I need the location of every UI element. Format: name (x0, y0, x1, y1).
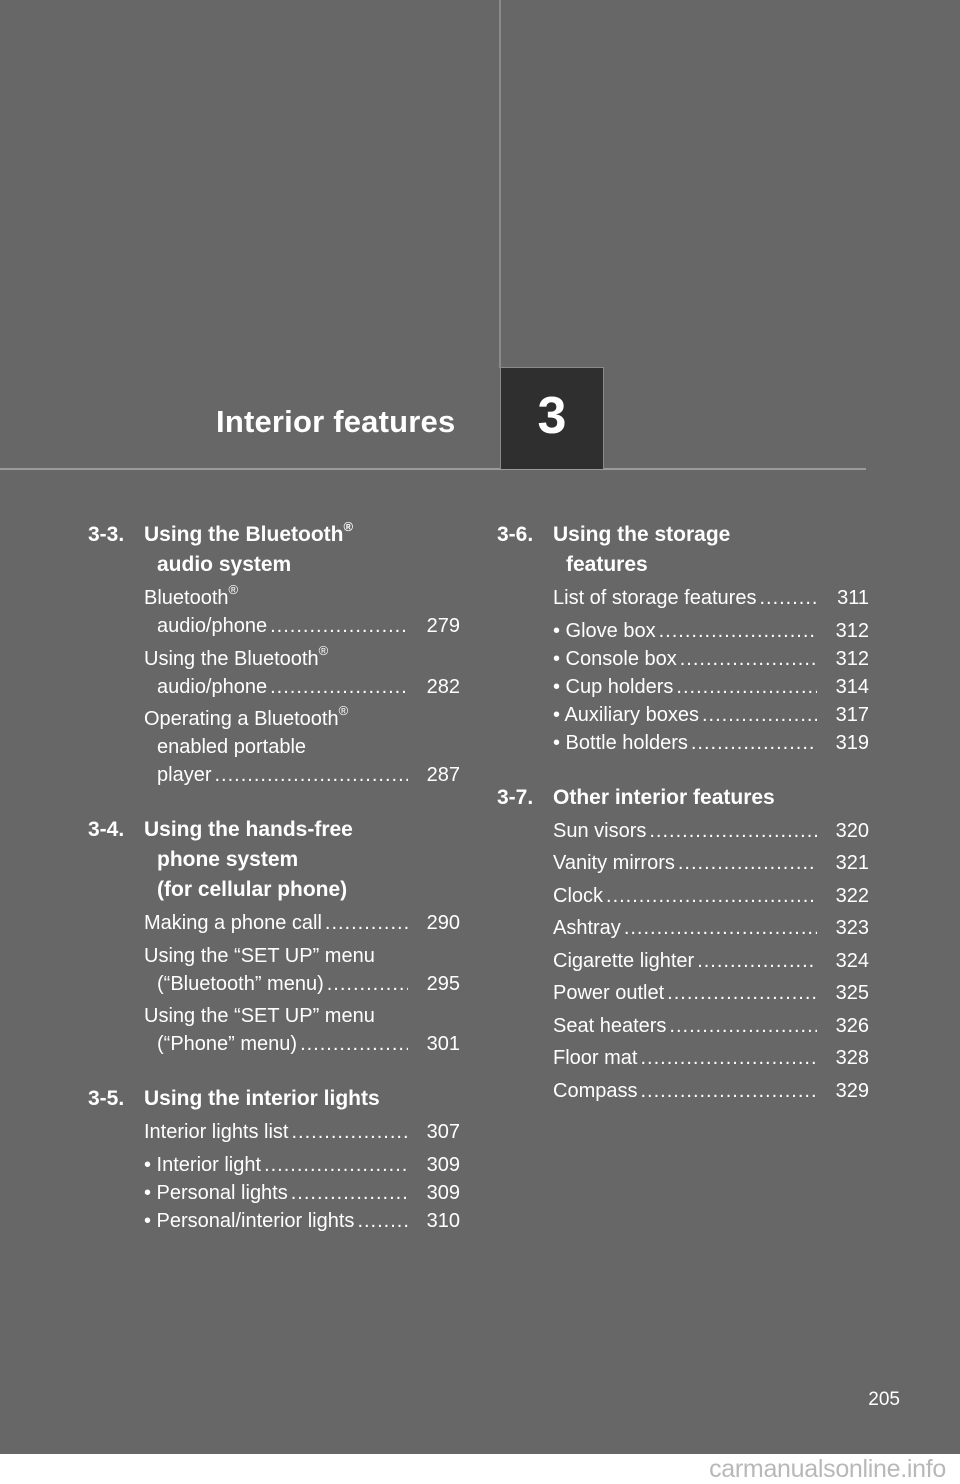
entry-text: Sun visors (553, 819, 647, 842)
entry-label (553, 817, 646, 845)
entry-text: Using the Bluetooth (144, 647, 319, 670)
section-number: 3-5. (88, 1087, 125, 1110)
entry-label (553, 914, 621, 942)
entry-text: Operating a Bluetooth (144, 708, 339, 730)
dot-leader (659, 617, 817, 645)
entry-line (144, 1118, 460, 1146)
entry-label (144, 1118, 289, 1146)
entry-text: Clock (553, 884, 604, 907)
entry-page: 311 (837, 587, 869, 609)
section-title-text: audio system (157, 553, 292, 576)
chapter-number: 3 (537, 387, 567, 445)
toc-entry[interactable] (553, 849, 869, 877)
chapter-title: Interior features (216, 404, 456, 439)
entry-page: 309 (426, 1153, 460, 1176)
entry-label (157, 761, 211, 789)
entry-label (144, 642, 329, 670)
watermark-bar (0, 1454, 960, 1484)
section-title-text: Using the interior lights (144, 1087, 380, 1110)
entry-page: 314 (835, 675, 869, 698)
entry-page: 323 (835, 917, 869, 939)
entry-label (144, 945, 375, 967)
section-title-text: phone system (157, 848, 299, 871)
entry-line (553, 1044, 869, 1072)
entry-page: 290 (426, 912, 460, 934)
dot-leader (325, 909, 408, 937)
section-heading (497, 520, 869, 580)
entry-line (553, 947, 869, 975)
entry-page: 325 (835, 982, 869, 1004)
dot-leader (327, 970, 408, 998)
entry-line (553, 701, 869, 729)
entry-label (157, 1030, 297, 1058)
entry-text: • Auxiliary boxes (553, 703, 699, 726)
entry-text: • Console box (553, 647, 677, 670)
entry-page: 282 (426, 675, 460, 698)
toc-entry[interactable] (144, 909, 460, 937)
dot-leader (624, 914, 817, 942)
entry-page: 317 (835, 703, 869, 726)
entry-page: 322 (835, 884, 869, 907)
toc-column-right (497, 520, 869, 1131)
entry-text: (“Bluetooth” menu) (157, 972, 324, 995)
toc-entry[interactable] (553, 645, 869, 673)
entry-line (553, 1077, 869, 1105)
section-title (144, 1084, 460, 1114)
entry-label (553, 1077, 637, 1105)
entry-line (144, 942, 460, 970)
section-title-line (144, 845, 460, 875)
entry-label (144, 1207, 354, 1235)
entry-text: Ashtray (553, 917, 621, 939)
entry-label (553, 645, 677, 673)
entry-label (553, 701, 699, 729)
section-heading (88, 815, 460, 905)
dot-leader (680, 645, 817, 673)
entry-line (144, 642, 460, 673)
section-title-text: Using the storage (553, 523, 731, 546)
entry-label (553, 1044, 637, 1072)
entry-text: Using the “SET UP” menu (144, 1005, 375, 1027)
entry-label (144, 1151, 261, 1179)
dot-leader (270, 612, 408, 640)
entry-label (157, 673, 267, 701)
toc-section (88, 520, 460, 789)
registered-mark: ® (343, 519, 354, 534)
section-title-line (144, 875, 460, 905)
entry-label (553, 947, 694, 975)
entry-label (157, 970, 324, 998)
entry-text: • Cup holders (553, 675, 674, 698)
toc-section (497, 520, 869, 757)
toc-entry[interactable] (553, 817, 869, 845)
entry-label (144, 1005, 375, 1027)
toc-entry[interactable] (553, 1077, 869, 1105)
entry-page: 295 (426, 972, 460, 995)
dot-leader (667, 979, 817, 1007)
entry-line (553, 882, 869, 910)
registered-mark: ® (338, 703, 349, 718)
entry-page: 307 (426, 1121, 460, 1143)
section-heading (88, 1084, 460, 1114)
page-number: 205 (868, 1389, 900, 1410)
toc-entry[interactable] (553, 729, 869, 757)
watermark-text: carmanualsonline.info (709, 1455, 946, 1483)
toc-entry[interactable] (553, 979, 869, 1007)
entry-page: 328 (835, 1047, 869, 1069)
entry-line (144, 761, 460, 789)
entry-line (553, 673, 869, 701)
section-title-text: Other interior features (553, 785, 775, 809)
section-title (553, 783, 869, 813)
toc-entry[interactable] (144, 1207, 460, 1235)
entry-line (553, 645, 869, 673)
entry-text: Making a phone call (144, 912, 322, 934)
section-title-text: features (566, 553, 648, 576)
section-heading (88, 520, 460, 580)
toc-column-left (88, 520, 460, 1261)
entry-label (553, 617, 656, 645)
toc-entry[interactable] (553, 1012, 869, 1040)
section-title-line (144, 1084, 460, 1114)
entry-line (144, 909, 460, 937)
section-items (144, 909, 460, 1058)
entry-label (553, 882, 603, 910)
entry-page: 319 (835, 731, 869, 754)
dot-leader (640, 1044, 817, 1072)
entry-line (144, 1179, 460, 1207)
entry-text: Bluetooth (144, 587, 229, 609)
entry-page: 287 (426, 764, 460, 786)
toc-section (88, 815, 460, 1058)
entry-line (144, 733, 460, 761)
entry-line (553, 914, 869, 942)
entry-text: Seat heaters (553, 1014, 667, 1037)
entry-text: player (157, 764, 212, 786)
registered-mark: ® (318, 642, 329, 658)
section-title (144, 520, 460, 580)
dot-leader (640, 1077, 817, 1105)
toc-entry[interactable] (144, 942, 460, 998)
dot-leader (678, 849, 817, 877)
entry-line (553, 979, 869, 1007)
dot-leader (669, 1012, 817, 1040)
toc-entry[interactable] (144, 705, 460, 789)
toc-entry[interactable] (144, 1002, 460, 1058)
entry-page: 312 (835, 647, 869, 670)
toc-entry[interactable] (144, 1151, 460, 1179)
entry-line (144, 1030, 460, 1058)
section-items (144, 584, 460, 789)
entry-text: • Glove box (553, 619, 656, 642)
entry-text: • Personal/interior lights (144, 1209, 355, 1232)
entry-label (553, 979, 664, 1007)
section-title-line (553, 783, 869, 813)
chapter-tab (500, 367, 604, 469)
entry-line (553, 1012, 869, 1040)
entry-label (144, 582, 239, 609)
toc-entry[interactable] (553, 1044, 869, 1072)
entry-label (144, 909, 322, 937)
section-title-line (144, 815, 460, 845)
entry-label (144, 703, 349, 730)
entry-label (553, 1012, 666, 1040)
section-title (144, 815, 460, 905)
entry-text: • Bottle holders (553, 731, 688, 754)
section-title (553, 520, 869, 580)
entry-text: • Personal lights (144, 1181, 288, 1204)
section-title-line (553, 550, 869, 580)
entry-line (144, 1151, 460, 1179)
entry-line (553, 849, 869, 877)
toc-entry[interactable] (553, 673, 869, 701)
entry-line (553, 817, 869, 845)
entry-page: 329 (835, 1079, 869, 1102)
entry-line (553, 617, 869, 645)
dot-leader (300, 1030, 408, 1058)
entry-page: 320 (835, 819, 869, 842)
dot-leader (214, 761, 408, 789)
toc-section (88, 1084, 460, 1235)
section-title-text: Using the Bluetooth (144, 523, 344, 546)
section-number: 3-7. (497, 785, 534, 809)
entry-page: 312 (835, 619, 869, 642)
toc-entry[interactable] (144, 1179, 460, 1207)
section-title-text: Using the hands-free (144, 818, 353, 841)
dot-leader (691, 729, 817, 757)
dot-leader (676, 673, 817, 701)
entry-line (144, 970, 460, 998)
section-items (553, 817, 869, 1105)
chapter-divider-horizontal (0, 468, 866, 470)
entry-text: Compass (553, 1079, 638, 1102)
toc-entry[interactable] (553, 947, 869, 975)
section-items (144, 1118, 460, 1235)
entry-label (144, 1179, 288, 1207)
toc-entry[interactable] (553, 584, 869, 612)
section-title-text: (for cellular phone) (157, 878, 348, 901)
entry-text: Cigarette lighter (553, 949, 695, 972)
entry-label (553, 673, 673, 701)
entry-text: audio/phone (157, 675, 268, 698)
entry-page: 321 (835, 852, 869, 874)
entry-text: enabled portable (157, 736, 307, 758)
section-title-line (144, 520, 460, 550)
chapter-divider-vertical (499, 0, 501, 368)
entry-line (144, 1002, 460, 1030)
dot-leader (270, 673, 408, 701)
entry-text: Power outlet (553, 982, 665, 1004)
dot-leader (264, 1151, 408, 1179)
entry-text: audio/phone (157, 615, 268, 637)
entry-label (553, 729, 688, 757)
dot-leader (357, 1207, 408, 1235)
dot-leader (649, 817, 817, 845)
section-title-line (553, 520, 869, 550)
entry-label (157, 612, 267, 640)
toc-entry[interactable] (144, 584, 460, 640)
entry-text: (“Phone” menu) (157, 1033, 298, 1055)
dot-leader (702, 701, 817, 729)
toc-entry[interactable] (144, 642, 460, 701)
toc-entry[interactable] (553, 701, 869, 729)
toc-entry[interactable] (144, 1118, 460, 1146)
entry-page: 309 (426, 1181, 460, 1204)
section-number: 3-4. (88, 818, 125, 841)
entry-text: Vanity mirrors (553, 852, 675, 874)
entry-page: 279 (426, 615, 460, 637)
section-number: 3-6. (497, 523, 534, 546)
entry-line (144, 673, 460, 701)
entry-text: Floor mat (553, 1047, 638, 1069)
entry-line (144, 612, 460, 640)
entry-line (553, 584, 869, 612)
entry-line (144, 1207, 460, 1235)
entry-page: 324 (835, 949, 869, 972)
entry-page: 326 (835, 1014, 869, 1037)
entry-text: List of storage features (553, 587, 757, 609)
entry-page: 310 (426, 1209, 460, 1232)
entry-line (144, 584, 460, 612)
entry-page: 301 (426, 1033, 460, 1055)
section-number: 3-3. (88, 523, 125, 546)
section-heading (497, 783, 869, 813)
section-title-line (144, 550, 460, 580)
dot-leader (292, 1118, 409, 1146)
entry-text: Interior lights list (144, 1121, 289, 1143)
entry-label (553, 849, 675, 877)
toc-entry[interactable] (553, 882, 869, 910)
toc-section (497, 783, 869, 1105)
entry-text: • Interior light (144, 1153, 262, 1176)
registered-mark: ® (228, 582, 239, 597)
entry-label (157, 736, 306, 758)
dot-leader (759, 584, 817, 612)
entry-line (144, 705, 460, 733)
entry-text: Using the “SET UP” menu (144, 944, 375, 967)
entry-label (553, 584, 756, 612)
toc-entry[interactable] (553, 617, 869, 645)
entry-line (553, 729, 869, 757)
toc-entry[interactable] (553, 914, 869, 942)
dot-leader (606, 882, 817, 910)
dot-leader (291, 1179, 408, 1207)
dot-leader (697, 947, 817, 975)
section-items (553, 584, 869, 757)
